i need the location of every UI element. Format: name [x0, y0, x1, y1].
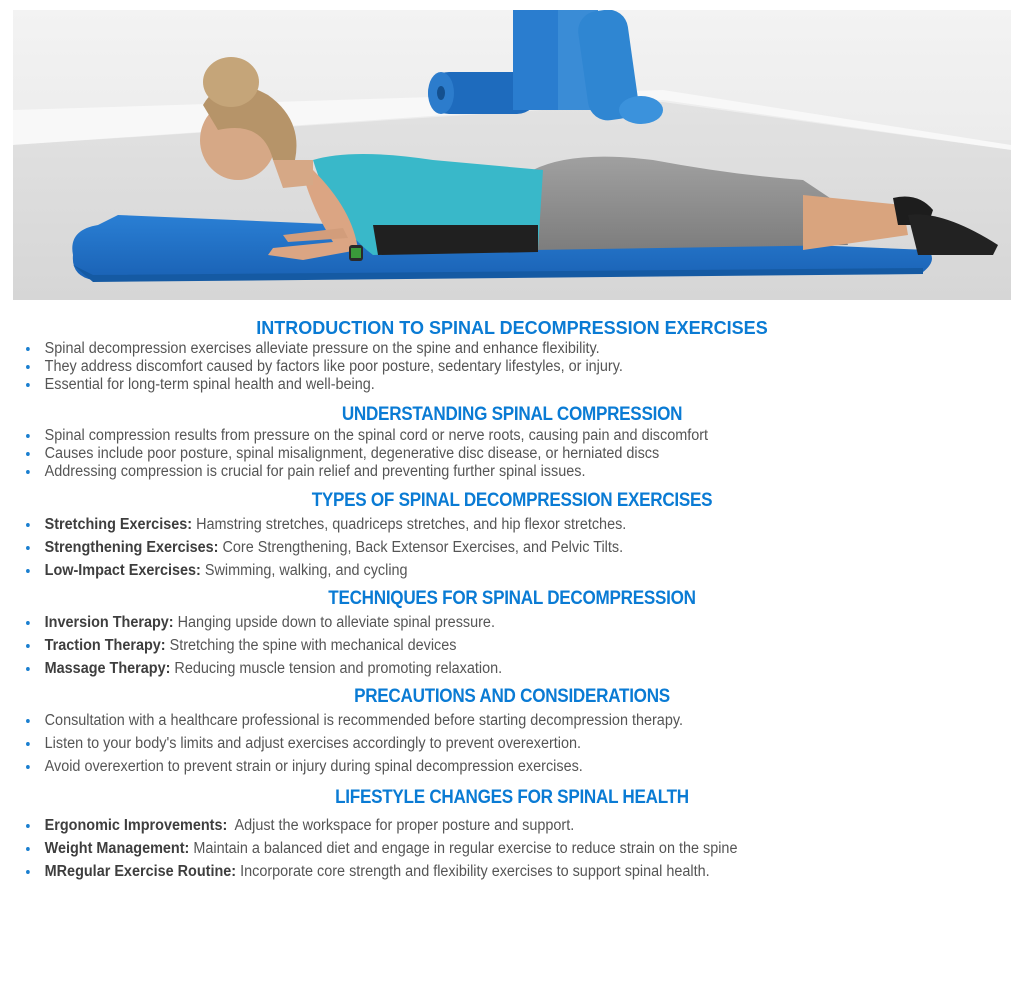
bullet-icon [26, 742, 30, 746]
bullet-list [0, 611, 1024, 680]
list-item: Avoid overexertion to prevent strain or injury during spinal decompression exercises. [0, 755, 952, 778]
section-understanding-compression [0, 403, 1024, 481]
section-heading: TYPES OF SPINAL DECOMPRESSION EXERCISES [311, 490, 713, 511]
bullet-icon [26, 452, 30, 456]
hero-photo [13, 10, 1011, 300]
item-label: Massage Therapy: [44, 660, 171, 677]
bullet-list [0, 427, 1024, 481]
item-label: Ergonomic Improvements: [44, 817, 228, 834]
bullet-icon [26, 546, 30, 550]
list-item: Massage Therapy: Reducing muscle tension and promoting relaxation. [0, 657, 952, 680]
bullet-list [0, 340, 1024, 394]
item-label: Inversion Therapy: [44, 614, 174, 631]
section-heading: INTRODUCTION TO SPINAL DECOMPRESSION EXERCISES [256, 318, 768, 338]
bullet-icon [26, 523, 30, 527]
list-item: Consultation with a healthcare professional is recommended before starting decompression therapy. [0, 709, 952, 732]
section-types-of-exercises [0, 489, 1024, 582]
section-lifestyle-changes [0, 786, 1024, 883]
bullet-icon [26, 347, 30, 351]
section-heading: LIFESTYLE CHANGES FOR SPINAL HEALTH [335, 787, 689, 808]
section-introduction [0, 316, 1024, 394]
bullet-list [0, 814, 1024, 883]
section-heading: UNDERSTANDING SPINAL COMPRESSION [341, 404, 683, 425]
article-content [0, 316, 1024, 883]
bullet-icon [26, 719, 30, 723]
item-label: Stretching Exercises: [44, 516, 193, 533]
list-item: Addressing compression is crucial for pain relief and preventing further spinal issues. [0, 463, 952, 481]
bullet-icon [26, 765, 30, 769]
bullet-icon [26, 644, 30, 648]
list-item: MRegular Exercise Routine: Incorporate core strength and flexibility exercises to support spinal health. [0, 860, 952, 883]
section-heading: TECHNIQUES FOR SPINAL DECOMPRESSION [328, 588, 696, 609]
list-item: Essential for long-term spinal health and well-being. [0, 376, 952, 394]
bullet-icon [26, 847, 30, 851]
bullet-icon [26, 667, 30, 671]
bullet-icon [26, 569, 30, 573]
list-item: Inversion Therapy: Hanging upside down to alleviate spinal pressure. [0, 611, 952, 634]
exercise-illustration [13, 10, 1011, 300]
bullet-icon [26, 824, 30, 828]
list-item: Listen to your body's limits and adjust exercises accordingly to prevent overexertion. [0, 732, 952, 755]
section-techniques [0, 587, 1024, 680]
bullet-icon [26, 434, 30, 438]
bullet-icon [26, 383, 30, 387]
section-precautions [0, 685, 1024, 778]
bullet-list [0, 513, 1024, 582]
item-label: Strengthening Exercises: [44, 539, 219, 556]
list-item: Low-Impact Exercises: Swimming, walking, and cycling [0, 559, 952, 582]
bullet-list [0, 709, 1024, 778]
item-label: Traction Therapy: [44, 637, 166, 654]
item-label: MRegular Exercise Routine: [44, 863, 237, 880]
list-item: Weight Management: Maintain a balanced diet and engage in regular exercise to reduce strain on the spine [0, 837, 952, 860]
list-item: Traction Therapy: Stretching the spine with mechanical devices [0, 634, 952, 657]
bullet-icon [26, 870, 30, 874]
list-item: Stretching Exercises: Hamstring stretches, quadriceps stretches, and hip flexor stretches. [0, 513, 952, 536]
bullet-icon [26, 621, 30, 625]
list-item: Spinal compression results from pressure on the spinal cord or nerve roots, causing pain and discomfort [0, 427, 952, 445]
item-label: Low-Impact Exercises: [44, 562, 201, 579]
bullet-icon [26, 470, 30, 474]
section-heading: PRECAUTIONS AND CONSIDERATIONS [354, 686, 670, 707]
list-item: Causes include poor posture, spinal misalignment, degenerative disc disease, or herniated discs [0, 445, 952, 463]
item-label: Weight Management: [44, 840, 190, 857]
list-item: Spinal decompression exercises alleviate pressure on the spine and enhance flexibility. [0, 340, 952, 358]
bullet-icon [26, 365, 30, 369]
list-item: Strengthening Exercises: Core Strengthening, Back Extensor Exercises, and Pelvic Tilts. [0, 536, 952, 559]
list-item: They address discomfort caused by factors like poor posture, sedentary lifestyles, or injury. [0, 358, 952, 376]
list-item: Ergonomic Improvements: Adjust the workspace for proper posture and support. [0, 814, 952, 837]
